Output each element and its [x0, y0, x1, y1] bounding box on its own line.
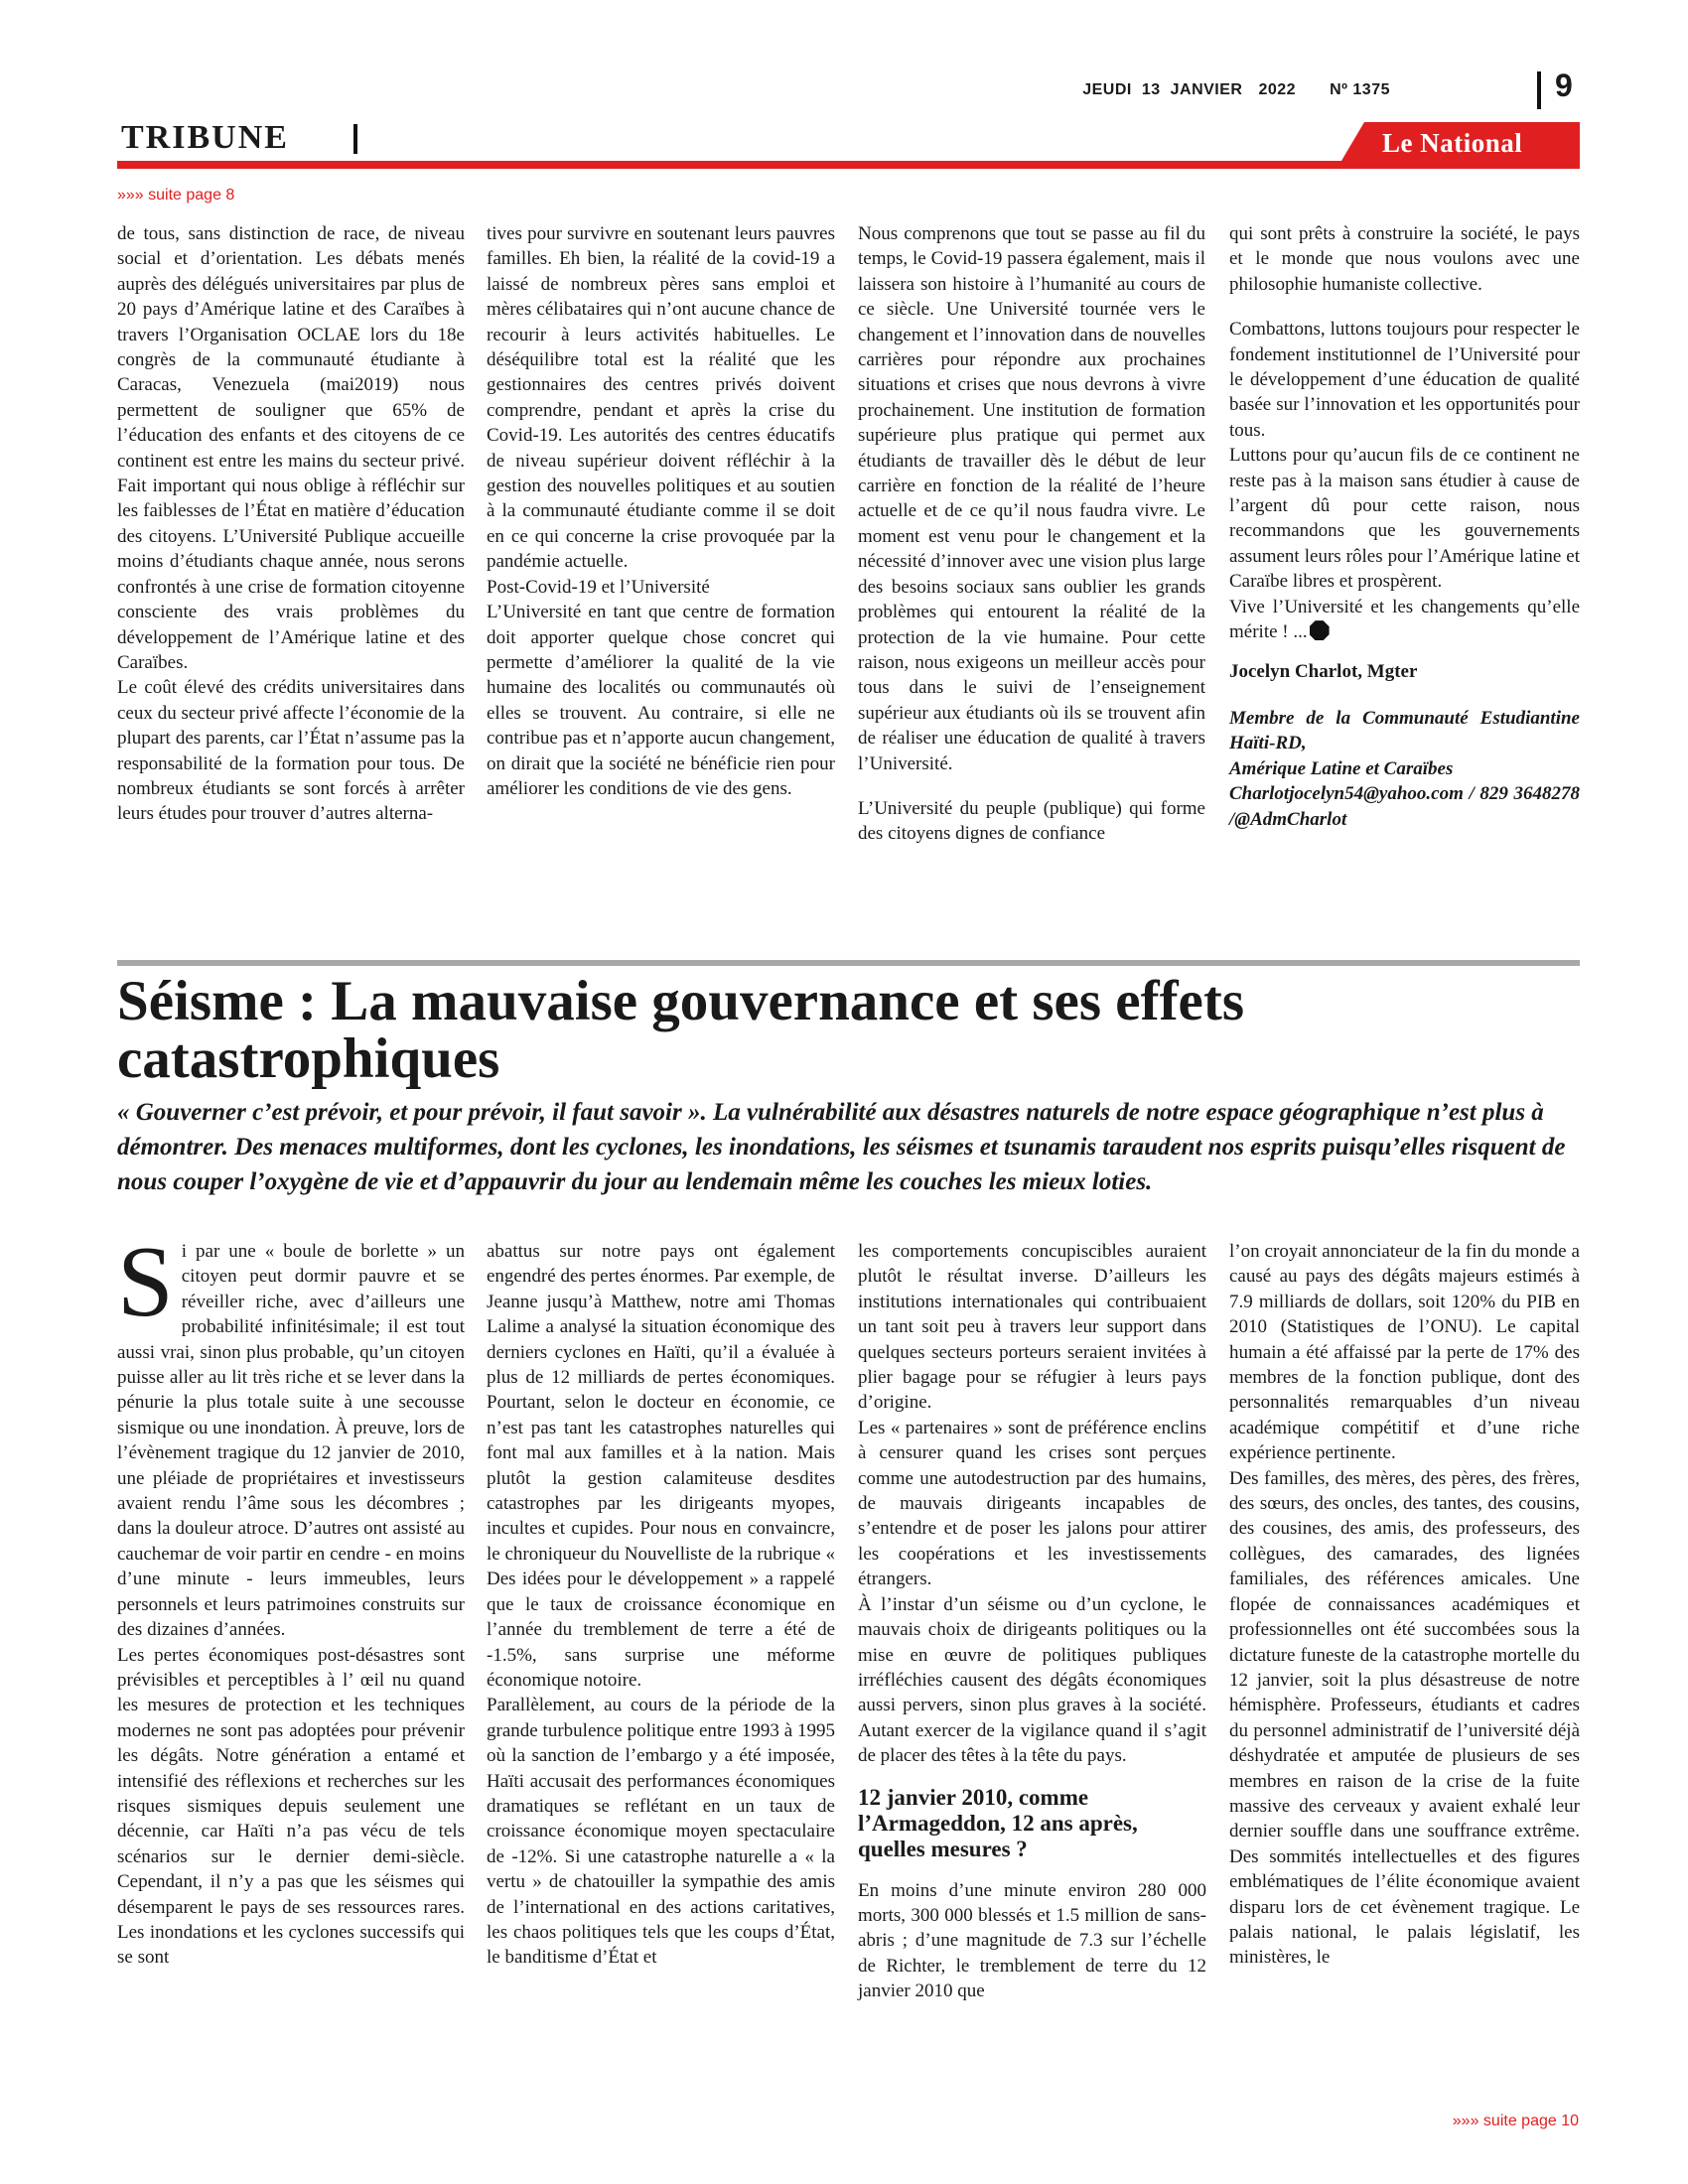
continued-to-link[interactable]: »»» suite page 10: [1452, 2113, 1579, 2129]
paragraph: qui sont prêts à construire la société, le pays et le monde que nous voulons avec une philosophie humaniste collective.: [1229, 223, 1580, 295]
paragraph: tives pour survivre en soutenant leurs pauvres familles. Eh bien, la réalité de la covid-19 a laissé de nombreux pères sans emploi et mères célibataires qui n’ont aucune chance de recourir à leurs activités habituelles. Le déséquilibre total est la réalité que les gestionnaires des centres privés doivent comprendre, pendant et après la crise du Covid-19. Les autorités des centres éducatifs de niveau supérieur doivent réfléchir à la gestion des nouvelles politiques et au soutien à la communauté étudiante comme il se doit en ce qui concerne la crise provoquée par la pandémie actuelle.: [487, 223, 835, 573]
article-subheading: 12 janvier 2010, comme l’Armageddon, 12 ans après, quelles mesures ?: [858, 1784, 1138, 1861]
tribune-subheading: Post-Covid-19 et l’Université: [487, 576, 710, 598]
paragraph: L’Université en tant que centre de formation doit apporter quelque chose concret qui permette d’améliorer la qualité de la vie humaine des localités ou communautés où elles se trouvent. Au contraire, si elle ne contribue pas et n’apporte aucun changement, on dirait que la société ne bénéficie rien pour améliorer les conditions de vie des gens.: [487, 602, 835, 799]
paragraph: Parallèlement, au cours de la période de la grande turbulence politique entre 1993 à 1995 où la sanction de l’embargo y a été imposée, Haïti accusait des performances économiques dramatiques se reflétant en un taux de croissance économique moyen spectaculaire de -12%. Si une catastrophe naturelle a « la vertu » de chatouiller la sympathie des amis de l’international en des actions caritatives, les chaos politiques tels que les coups d’État, le banditisme d’État et: [487, 1695, 835, 1969]
paragraph: Combattons, luttons toujours pour respecter le fondement institutionnel de l’Université pour le développement d’une éducation de qualité basée sur l’innovation et les opportunités pour tous.: [1229, 319, 1580, 441]
issue-month: JANVIER: [1170, 81, 1243, 98]
paragraph: Le coût élevé des crédits universitaires dans ceux du secteur privé affecte l’économie de la plupart des parents, car l’État n’assume pas la responsabilité de la formation pour tous. De nombreux étudiants se sont forcés à arrêter leurs études pour trouver d’autres alterna-: [117, 677, 465, 825]
tribune-column-3: [858, 221, 1205, 847]
paragraph: Les « partenaires » sont de préférence enclins à censurer quand les crises sont perçues comme une autodestruction par des humains, de mauvais dirigeants incapables de s’entendre et de poser les jalons pour attirer les coopérations et les investissements étrangers.: [858, 1417, 1206, 1590]
closing-text: Vive l’Université et les changements qu’elle mérite ! ...: [1229, 596, 1580, 643]
issue-info: [1072, 81, 1390, 99]
paragraph: l’on croyait annonciateur de la fin du monde a causé au pays des dégâts majeurs estimés à 7.9 milliards de dollars, soit 120% du PIB en 2010 (Statistiques de l’ONU). Le capital humain a été affaissé par la perte de 17% des membres de la fonction publique, dont des personnalités remarquables d’un niveau académique compétitif et d’une riche expérience pertinente.: [1229, 1241, 1580, 1464]
paragraph: de tous, sans distinction de race, de niveau social et d’orientation. Les débats menés auprès des délégués universitaires par plus de 20 pays d’Amérique latine et des Caraïbes à travers l’Organisation OCLAE lors du 18e congrès de la communauté étudiante à Caracas, Venezuela (mai2019) nous permettent de souligner que 65% de l’éducation des enfants et des citoyens de ce continent est entre les mains du secteur privé. Fait important qui nous oblige à réfléchir sur les faiblesses de l’État en matière d’éducation des citoyens. L’Université Publique accueille moins d’étudiants chaque année, nous serons confrontés à une crise de formation citoyenne consciente des vrais problèmes du développement de l’Amérique latine et des Caraïbes.: [117, 223, 465, 673]
tribune-column-4: [1229, 221, 1580, 832]
author-name: Jocelyn Charlot, Mgter: [1229, 660, 1418, 682]
section-separator: [117, 960, 1580, 966]
paragraph: abattus sur notre pays ont également engendré des pertes énormes. Par exemple, de Jeanne jusqu’à Matthew, notre ami Thomas Lalime a analysé la situation économique des derniers cyclones en Haïti, qu’il a évaluée à plus de 12 milliards de pertes économiques. Pourtant, selon le docteur en économie, ce n’est pas tant les catastrophes naturelles qui font mal aux familles et à la nation. Mais plutôt la gestion calamiteuse desdites catastrophes par les dirigeants myopes, incultes et cupides. Pour nous en convaincre, le chroniqueur du Nouvelliste de la rubrique « Des idées pour le développement » a rappelé que le taux de croissance économique en l’année du tremblement de terre a été de -1.5%, sans surprise une méforme économique notoire.: [487, 1241, 835, 1691]
paragraph: En moins d’une minute environ 280 000 morts, 300 000 blessés et 1.5 million de sans-abris ; d’une magnitude de 7.3 sur l’échelle de Richter, le tremblement de terre du 12 janvier 2010 que: [858, 1879, 1206, 2002]
paragraph: [117, 1226, 465, 1643]
paragraph: les comportements concupiscibles auraient plutôt le résultat inverse. D’ailleurs les institutions internationales qui contribuaient un tant soit peu à travers leur support dans quelques secteurs porteurs seraient invitées à plier bagage pour se réfugier à leurs pays d’origine.: [858, 1241, 1206, 1414]
article-standfirst: « Gouverner c’est prévoir, et pour prévoir, il faut savoir ». La vulnérabilité aux désastres naturels de notre espace géographique n’est plus à démontrer. Des menaces multiformes, dont les cyclones, les inondations, les séismes et tsunamis taraudent nos esprits puisqu’elles risquent de nous couper l’oxygène de vie et d’appauvrir du jour au lendemain même les couches les mieux loties.: [117, 1099, 1566, 1195]
end-mark-icon: [1310, 620, 1330, 640]
article-column-1: [117, 1226, 465, 1971]
section-title: TRIBUNE: [121, 119, 289, 156]
author-region: Amérique Latine et Caraïbes: [1229, 757, 1454, 779]
tribune-column-1: [117, 221, 465, 827]
tribune-column-2: [487, 221, 835, 801]
paragraph: Les pertes économiques post-désastres sont prévisibles et perceptibles à l’ œil nu quand les mesures de protection et les techniques modernes ne sont pas adoptées pour prévenir les dégâts. Notre génération a entamé et intensifié des réflexions et recherches sur les risques sismiques depuis seulement une décennie, car Haïti n’a pas vécu de tels scénarios sur le dernier demi-siècle. Cependant, il n’y a pas que les séismes qui désemparent le pays de ses ressources rares. Les inondations et les cyclones successifs qui se sont: [117, 1644, 465, 1969]
author-role: Membre de la Communauté Estudiantine Haïti-RD,: [1229, 707, 1580, 754]
paragraph: À l’instar d’un séisme ou d’un cyclone, le mauvais choix de dirigeants politiques ou la mise en œuvre de politiques publiques irréfléchies causent des dégâts économiques aussi pervers, sinon plus graves à la société. Autant exercer de la vigilance quand il s’agit de placer des têtes à la tête du pays.: [858, 1593, 1206, 1767]
article-headline: Séisme : La mauvaise gouvernance et ses effets catastrophiques: [117, 970, 1245, 1090]
article-column-3: [858, 1239, 1206, 2004]
continued-from-link[interactable]: »»» suite page 8: [117, 187, 235, 204]
issue-year: 2022: [1258, 81, 1297, 98]
issue-date: 13: [1141, 81, 1161, 98]
page-number: 9: [1555, 68, 1573, 103]
article-column-2: [487, 1239, 835, 1971]
issue-day: JEUDI: [1082, 81, 1132, 98]
section-divider: [353, 124, 357, 154]
newspaper-brand: Le National: [1382, 128, 1523, 158]
page-number-divider: [1537, 71, 1541, 109]
author-contact: Charlotjocelyn54@yahoo.com / 829 3648278 /@AdmCharlot: [1229, 783, 1580, 830]
drop-cap: S: [117, 1226, 174, 1338]
closing-line: [1229, 595, 1580, 645]
article-column-4: [1229, 1239, 1580, 1971]
paragraph: Nous comprenons que tout se passe au fil du temps, le Covid-19 passera également, mais il laissera son histoire à l’humanité au cours de ce siècle. Une Université tournée vers le changement et l’innovation dans de nouvelles carrières pour répondre aux prochaines situations et crises que nous devrons à vivre prochainement. Une institution de formation supérieure plus pratique qui permet aux étudiants de travailler dès le début de leur carrière en fonction de la réalité de l’heure actuelle et de ce qu’il nous faudra vivre. Le moment est venu pour le changement et la nécessité d’innover avec une vision plus large des besoins sociaux sans oublier les grands problèmes qui entourent la réalité de la protection de la vie humaine. Pour cette raison, nous exigeons un meilleur accès pour tous dans le suivi de l’enseignement supérieur aux étudiants où ils se trouvent afin de réaliser une éducation de qualité à travers l’Université.: [858, 223, 1205, 774]
paragraph: Des familles, des mères, des pères, des frères, des sœurs, des oncles, des tantes, des cousins, des cousines, des amis, des professeurs, des collègues, des camarades, des lignées familiales, des références amicales. Une flopée de connaissances académiques et professionnelles ont été succombées sous la dictature funeste de la catastrophe mortelle du 12 janvier, soit la plus désastreuse de notre hémisphère. Professeurs, étudiants et cadres du personnel administratif de l’université déjà déshydratée et amputée de plusieurs de ses membres en raison de la crise de la fuite massive des cerveaux y avaient exhalé leur dernier souffle dans une souffrance extrême. Des sommités intellectuelles et des figures emblématiques de l’élite économique avaient disparu lors de cet évènement tragique. Le palais national, le palais législatif, les ministères, le: [1229, 1467, 1580, 1969]
paragraph: L’Université du peuple (publique) qui forme des citoyens dignes de confiance: [858, 797, 1205, 845]
paragraph: Luttons pour qu’aucun fils de ce continent ne reste pas à la maison sans étudier à cause de l’argent dû pour cette raison, nous recommandons que les gouvernements assument leurs rôles pour l’Amérique latine et Caraïbe libres et prospèrent.: [1229, 445, 1580, 593]
issue-number: Nº 1375: [1330, 81, 1390, 98]
lead-text: i par une « boule de borlette » un citoyen peut dormir pauvre et se réveiller riche, avec d’ailleurs une probabilité infinitésimale; il est tout aussi vrai, sinon plus probable, qu’un citoyen puisse aller au lit très riche et se lever dans la pénurie la plus totale suite à une secousse sismique ou une inondation. À preuve, lors de l’évènement tragique du 12 janvier de 2010, une pléiade de propriétaires et investisseurs avaient rendu l’âme sous les décombres ; dans la douleur atroce. D’autres ont assisté au cauchemar de voir partir en cendre - en moins d’une minute - leurs immeubles, leurs personnels et leurs patrimoines construits sur des dizaines d’années.: [117, 1241, 465, 1641]
